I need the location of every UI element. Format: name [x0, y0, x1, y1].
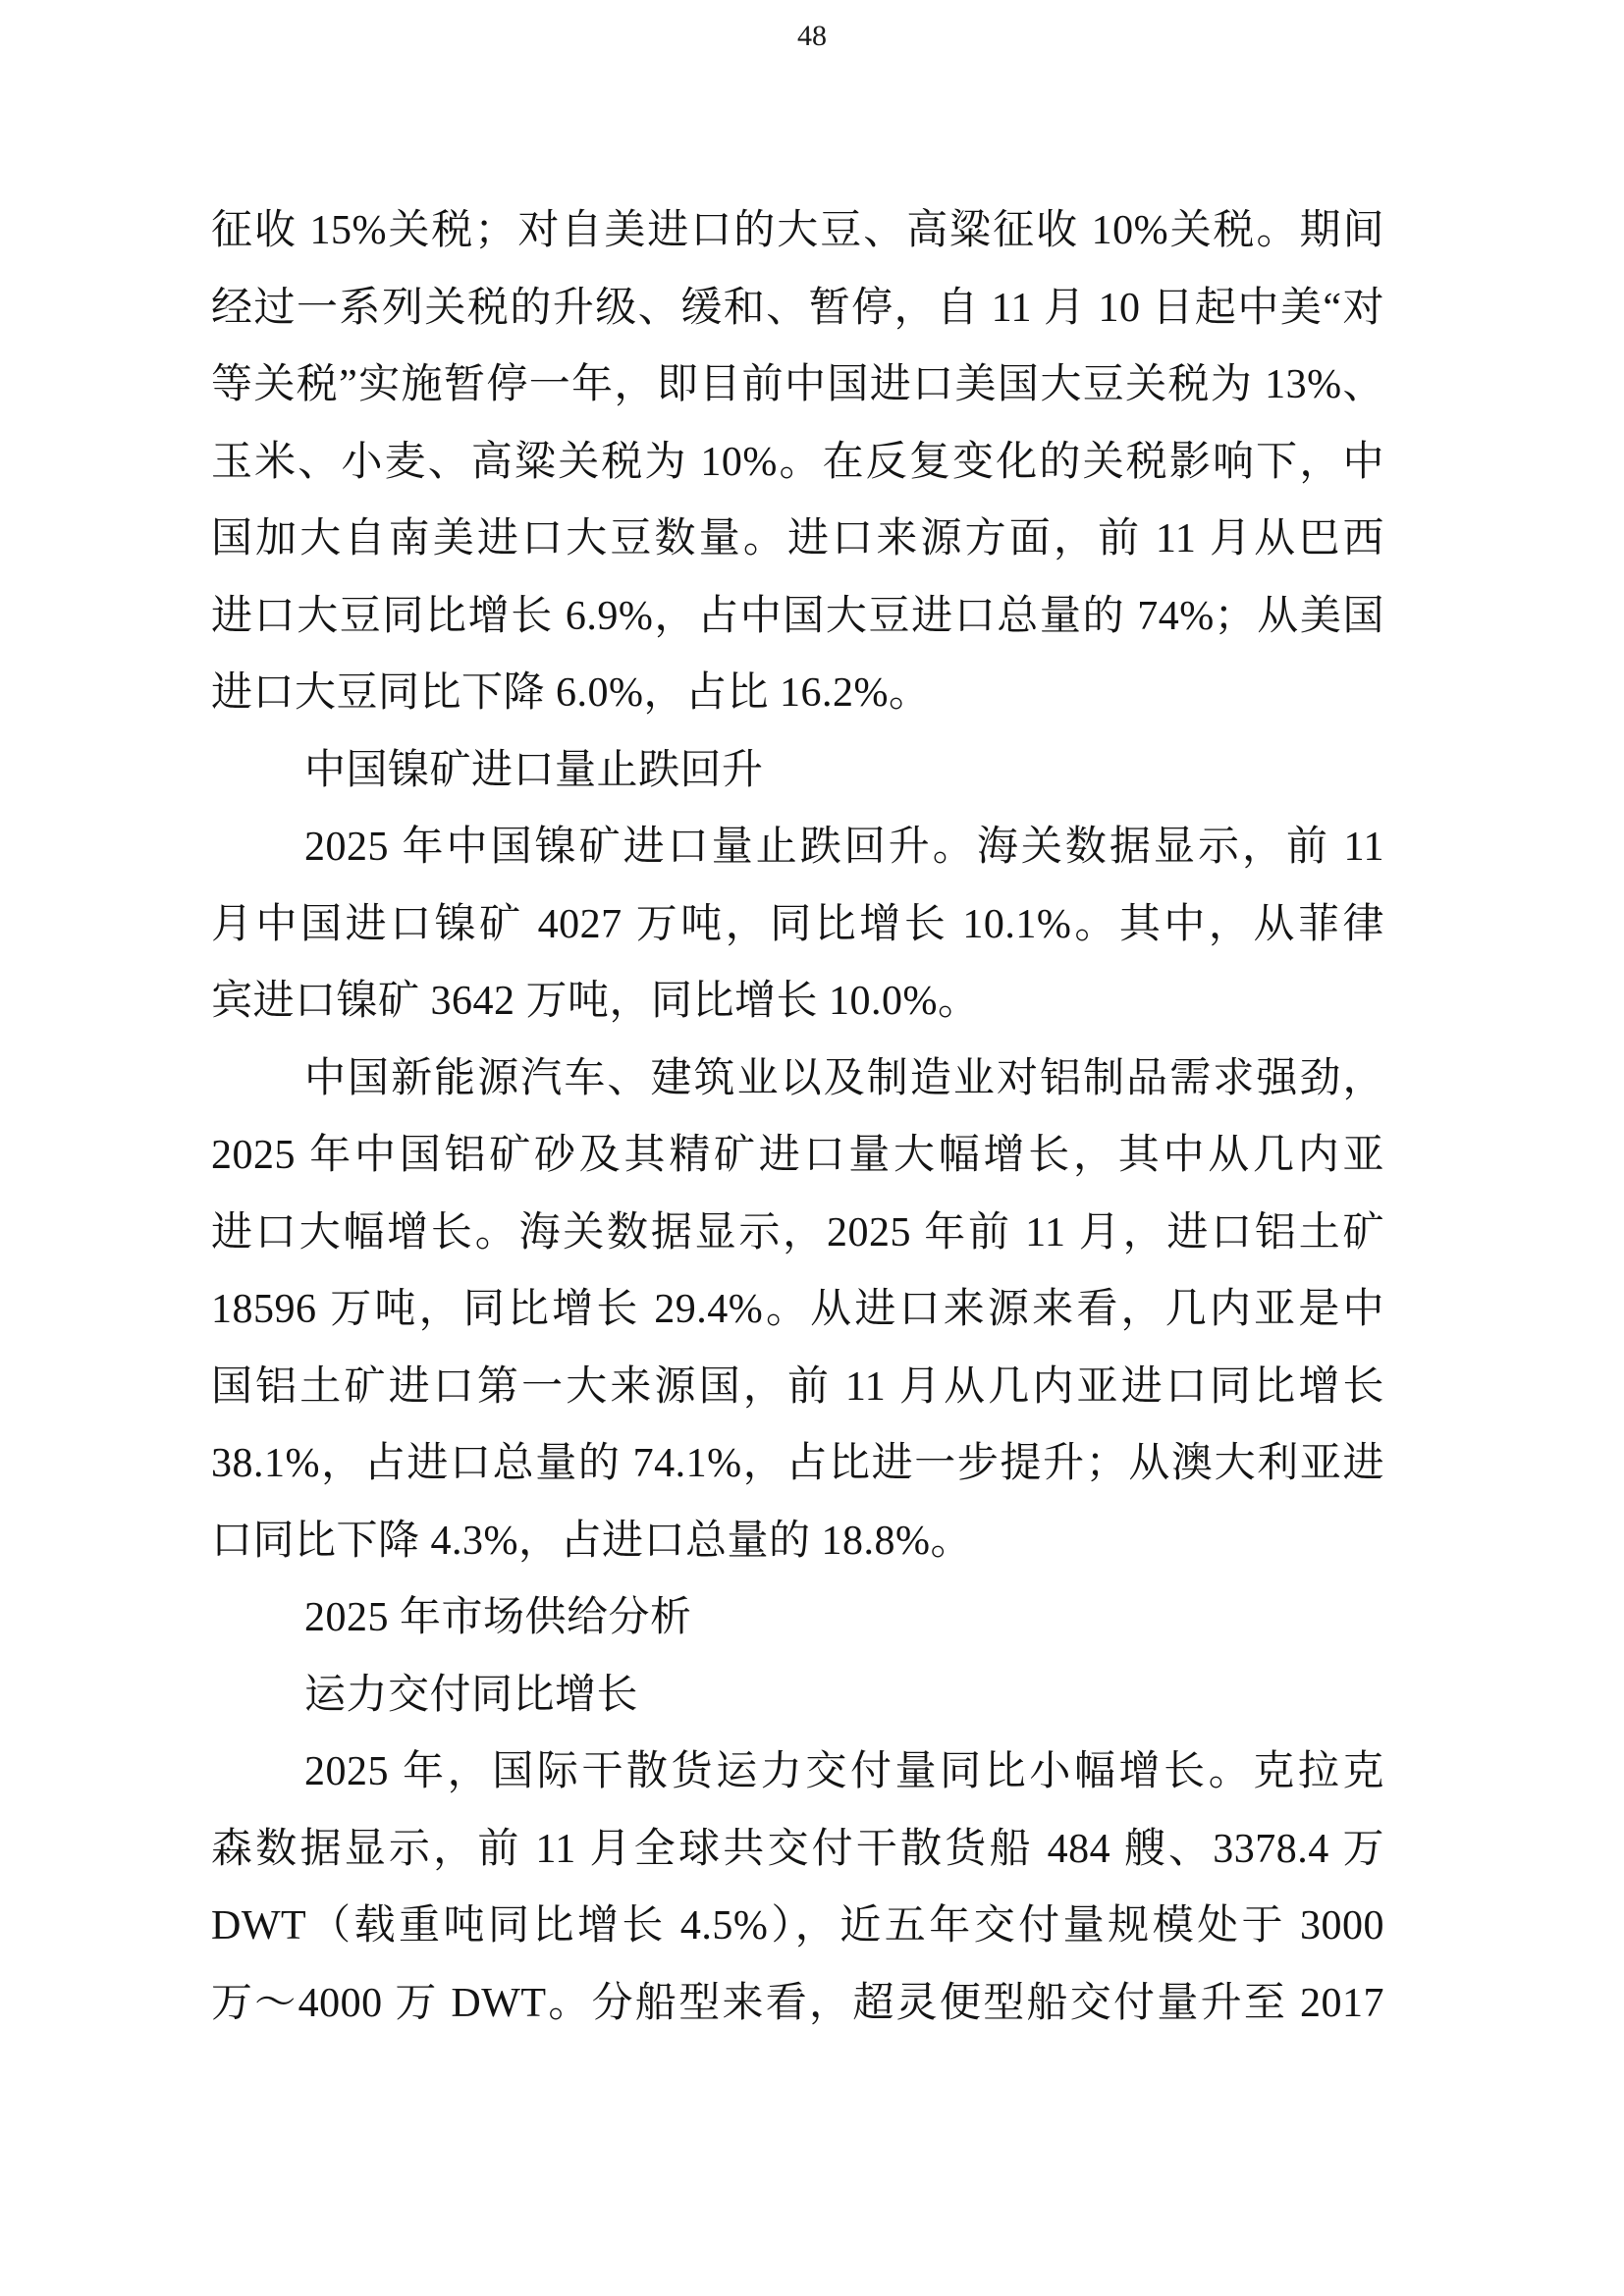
text-line: 月中国进口镍矿 4027 万吨，同比增长 10.1%。其中，从菲律 — [211, 901, 1384, 947]
section-heading-market-supply: 2025 年市场供给分析 — [304, 1595, 692, 1640]
body-text — [211, 192, 1384, 2042]
text-line: 18596 万吨，同比增长 29.4%。从进口来源来看，几内亚是中 — [211, 1287, 1384, 1332]
text-line: 征收 15%关税；对自美进口的大豆、高粱征收 10%关税。期间 — [211, 208, 1384, 253]
text-line: DWT（载重吨同比增长 4.5%），近五年交付量规模处于 3000 — [211, 1903, 1384, 1949]
text-line: 2025 年，国际干散货运力交付量同比小幅增长。克拉克 — [304, 1749, 1384, 1794]
text-line: 宾进口镍矿 3642 万吨，同比增长 10.0%。 — [211, 979, 980, 1024]
text-line: 森数据显示，前 11 月全球共交付干散货船 484 艘、3378.4 万 — [211, 1826, 1384, 1872]
text-line: 进口大幅增长。海关数据显示，2025 年前 11 月，进口铝土矿 — [211, 1209, 1384, 1255]
section-heading-nickel-imports: 中国镍矿进口量止跌回升 — [304, 747, 764, 793]
text-line: 玉米、小麦、高粱关税为 10%。在反复变化的关税影响下，中 — [211, 439, 1384, 485]
text-line: 等关税”实施暂停一年，即目前中国进口美国大豆关税为 13%、 — [211, 362, 1384, 407]
text-line: 38.1%，占进口总量的 74.1%，占比进一步提升；从澳大利亚进 — [211, 1441, 1384, 1486]
text-line: 口同比下降 4.3%，占进口总量的 18.8%。 — [211, 1518, 972, 1564]
text-line: 国铝土矿进口第一大来源国，前 11 月从几内亚进口同比增长 — [211, 1363, 1384, 1410]
text-line: 中国新能源汽车、建筑业以及制造业对铝制品需求强劲， — [304, 1055, 1384, 1101]
text-line: 国加大自南美进口大豆数量。进口来源方面，前 11 月从巴西 — [211, 516, 1384, 561]
page-number: 48 — [797, 20, 827, 52]
text-line: 进口大豆同比下降 6.0%，占比 16.2%。 — [211, 670, 931, 716]
text-line: 经过一系列关税的升级、缓和、暂停，自 11 月 10 日起中美“对 — [211, 285, 1384, 331]
text-line: 万～4000 万 DWT。分船型来看，超灵便型船交付量升至 2017 — [211, 1980, 1384, 2026]
text-line: 2025 年中国镍矿进口量止跌回升。海关数据显示，前 11 — [304, 825, 1384, 870]
text-line: 2025 年中国铝矿砂及其精矿进口量大幅增长，其中从几内亚 — [211, 1133, 1384, 1178]
section-heading-capacity-delivery: 运力交付同比增长 — [304, 1672, 639, 1718]
text-line: 进口大豆同比增长 6.9%，占中国大豆进口总量的 74%；从美国 — [211, 593, 1384, 639]
